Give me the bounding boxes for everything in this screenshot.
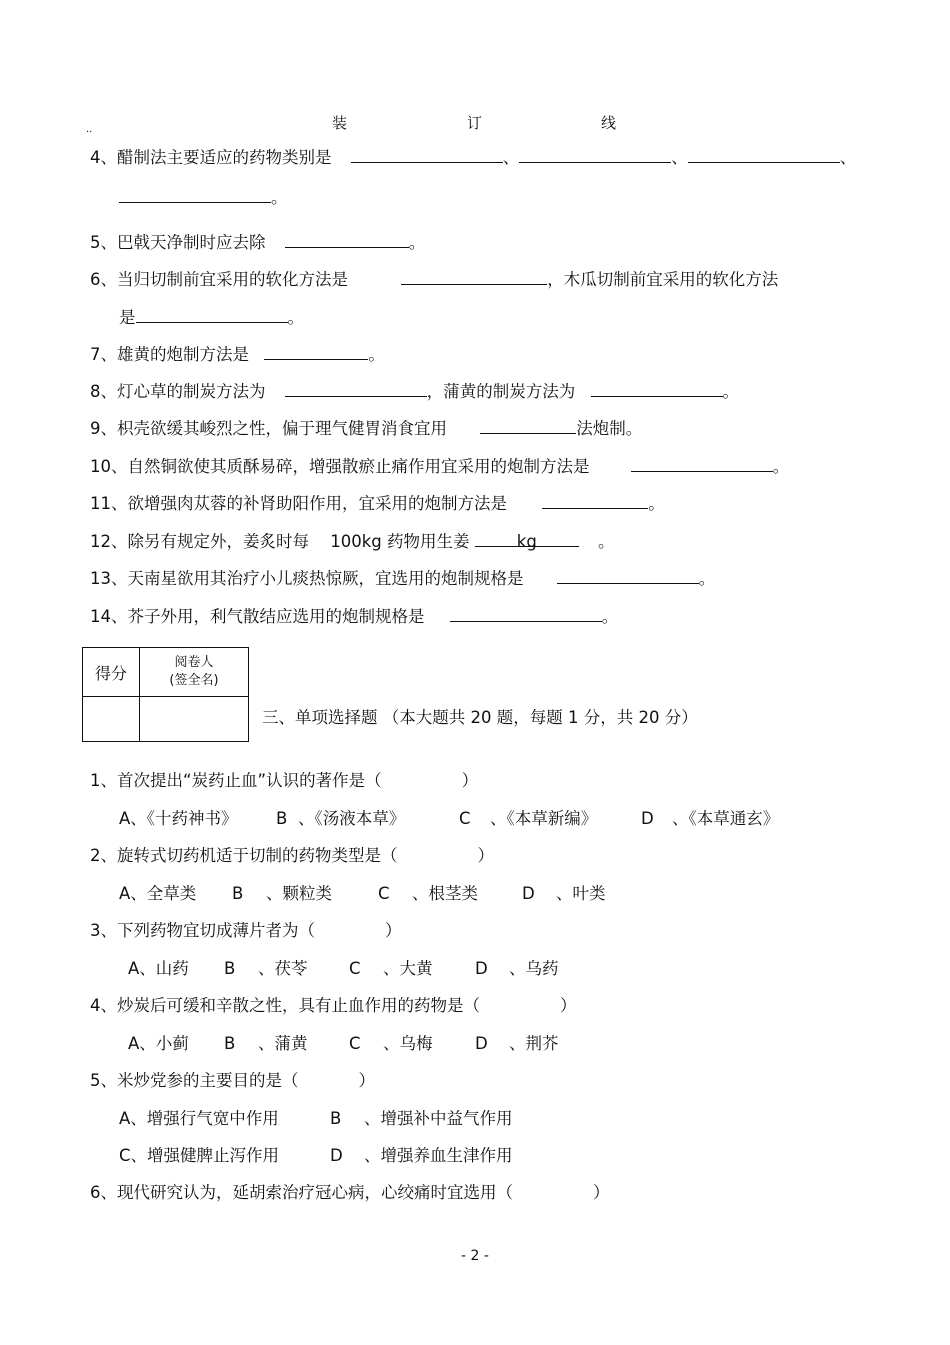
mc4-option-b[interactable]: 、蒲黄 [258, 1034, 308, 1053]
score-table [82, 647, 249, 742]
period: 。 [698, 569, 716, 588]
fill-question-4 [90, 146, 856, 170]
question-text: 13、天南星欲用其治疗小儿痰热惊厥，宜选用的炮制规格是 [90, 569, 524, 588]
answer-blank[interactable] [401, 268, 547, 285]
fill-question-6 [90, 268, 778, 292]
mc2-option-b[interactable]: 、颗粒类 [266, 884, 332, 903]
page-number: - 2 - [461, 1248, 489, 1264]
question-text-mid: ，蒲黄的制炭方法为 [426, 382, 576, 401]
paren-close: ） [560, 996, 577, 1015]
binding-char-ding: 订 [467, 114, 483, 132]
reviewer-label: 阅卷人 [174, 655, 214, 670]
question-stem: 3、下列药物宜切成薄片者为（ [90, 921, 315, 940]
mc1-option-c[interactable]: 、《本草新编》 [490, 809, 598, 828]
mc-question-6 [90, 1181, 610, 1205]
mc4-option-c-letter[interactable]: C [349, 1034, 361, 1053]
period: 。 [368, 345, 385, 364]
mc5-option-c[interactable]: C、增强健脾止泻作用 [119, 1146, 280, 1165]
answer-blank[interactable] [285, 231, 409, 248]
question-text-2: 药物用生姜 [387, 532, 470, 551]
score-header [83, 648, 140, 697]
mc3-option-a[interactable]: A、山药 [128, 959, 189, 978]
mc1-option-d[interactable]: 、《本草通玄》 [672, 809, 780, 828]
question-text: 8、灯心草的制炭方法为 [90, 382, 266, 401]
amount: 100kg [330, 532, 382, 551]
mc-question-3 [90, 919, 402, 943]
question-stem: 2、旋转式切药机适于切制的药物类型是（ [90, 846, 398, 865]
mc4-option-d[interactable]: 、荆芥 [509, 1034, 559, 1053]
answer-blank[interactable] [264, 343, 368, 360]
separator: 、 [502, 148, 520, 167]
answer-blank[interactable] [557, 567, 699, 584]
paren-close: ） [385, 921, 402, 940]
question-text: 5、巴戟天净制时应去除 [90, 233, 266, 252]
fill-question-12 [90, 530, 615, 554]
mc2-option-c-letter[interactable]: C [378, 884, 390, 903]
question-stem: 1、首次提出“炭药止血”认识的著作是（ [90, 771, 382, 790]
mc3-option-d[interactable]: 、乌药 [509, 959, 559, 978]
period: 。 [772, 457, 790, 476]
question-stem: 6、现代研究认为，延胡索治疗冠心病，心绞痛时宜选用（ [90, 1183, 513, 1202]
section-3-title: 三、单项选择题 （本大题共 20 题，每题 1 分，共 20 分） [262, 708, 698, 727]
mc3-option-c-letter[interactable]: C [349, 959, 361, 978]
question-text: 7、雄黄的炮制方法是 [90, 345, 249, 364]
question-text: 11、欲增强肉苁蓉的补肾助阳作用，宜采用的炮制方法是 [90, 494, 507, 513]
mc5-option-a[interactable]: A、增强行气宽中作用 [119, 1109, 279, 1128]
question-text: 10、自然铜欲使其质酥易碎，增强散瘀止痛作用宜采用的炮制方法是 [90, 457, 590, 476]
answer-blank[interactable] [631, 455, 773, 472]
answer-blank[interactable] [480, 417, 576, 434]
mc-question-2 [90, 844, 494, 868]
mc-question-4 [90, 994, 577, 1018]
fill-question-13 [90, 567, 715, 591]
answer-blank[interactable] [351, 146, 503, 163]
separator: 、 [671, 148, 688, 167]
fill-question-5 [90, 231, 425, 255]
answer-blank[interactable] [450, 605, 602, 622]
question-text-cont: 是 [119, 308, 136, 327]
mc-question-1 [90, 769, 478, 793]
mc5-option-b-letter[interactable]: B [330, 1109, 342, 1128]
question-stem: 5、米炒党参的主要目的是（ [90, 1071, 299, 1090]
mc2-option-d[interactable]: 、叶类 [556, 884, 606, 903]
mc2-option-b-letter[interactable]: B [232, 884, 244, 903]
mc1-option-c-letter[interactable]: C [459, 809, 471, 828]
binding-dots: .. [86, 124, 93, 135]
reviewer-cell[interactable] [140, 697, 249, 742]
question-text-end: 法炮制。 [576, 419, 643, 438]
period: 。 [271, 188, 288, 207]
mc4-option-d-letter[interactable]: D [475, 1034, 488, 1053]
mc3-option-b[interactable]: 、茯苓 [258, 959, 308, 978]
period: 。 [408, 233, 426, 252]
mc4-option-b-letter[interactable]: B [224, 1034, 236, 1053]
period: 。 [287, 308, 304, 327]
answer-blank[interactable] [591, 380, 723, 397]
question-text: 6、当归切制前宜采用的软化方法是 [90, 270, 348, 289]
mc2-option-d-letter[interactable]: D [522, 884, 535, 903]
question-stem: 4、炒炭后可缓和辛散之性，具有止血作用的药物是（ [90, 996, 480, 1015]
separator: 、 [839, 148, 857, 167]
binding-char-zhuang: 装 [332, 114, 348, 132]
fill-question-10 [90, 455, 789, 479]
question-text: 4、醋制法主要适应的药物类别是 [90, 148, 332, 167]
answer-blank[interactable] [688, 146, 840, 163]
reviewer-sub-label: (签全名) [169, 673, 219, 688]
fill-question-8 [90, 380, 739, 404]
paren-close: ） [477, 846, 494, 865]
mc5-option-d[interactable]: 、增强养血生津作用 [364, 1146, 513, 1165]
answer-blank[interactable] [285, 380, 427, 397]
paren-close: ） [593, 1183, 610, 1202]
score-label: 得分 [94, 663, 127, 683]
question-text-mid: ，木瓜切制前宜采用的软化方法 [547, 270, 779, 289]
mc2-option-a[interactable]: A、全草类 [119, 884, 197, 903]
mc1-option-d-letter[interactable]: D [641, 809, 654, 828]
answer-blank[interactable] [519, 146, 671, 163]
period: 。 [598, 532, 615, 551]
mc1-option-a[interactable]: A、《十药神书》 [119, 809, 238, 828]
paren-close: ） [461, 771, 479, 790]
unit: kg [516, 532, 537, 551]
mc3-option-b-letter[interactable]: B [224, 959, 236, 978]
mc-question-5 [90, 1069, 375, 1093]
score-cell[interactable] [83, 697, 140, 742]
mc4-option-c[interactable]: 、乌梅 [383, 1034, 433, 1053]
fill-question-11 [90, 492, 665, 516]
mc2-option-c[interactable]: 、根茎类 [412, 884, 478, 903]
mc5-option-b[interactable]: 、增强补中益气作用 [364, 1109, 513, 1128]
mc3-option-d-letter[interactable]: D [475, 959, 488, 978]
period: 。 [648, 494, 665, 513]
fill-question-9 [90, 417, 642, 441]
question-text: 12、除另有规定外，姜炙时每 [90, 532, 309, 551]
answer-blank[interactable] [119, 186, 271, 203]
binding-char-xian: 线 [601, 114, 617, 132]
mc3-option-c[interactable]: 、大黄 [383, 959, 433, 978]
answer-blank[interactable] [475, 530, 579, 551]
answer-blank[interactable] [542, 492, 648, 509]
question-text: 14、芥子外用，利气散结应选用的炮制规格是 [90, 607, 425, 626]
fill-question-6-cont [119, 306, 304, 330]
paren-close: ） [358, 1071, 375, 1090]
mc4-option-a[interactable]: A、小蓟 [128, 1034, 189, 1053]
answer-blank[interactable] [136, 306, 288, 323]
period: 。 [722, 382, 739, 401]
fill-question-7 [90, 343, 385, 367]
period: 。 [601, 607, 619, 626]
question-text: 9、枳壳欲缓其峻烈之性，偏于理气健胃消食宜用 [90, 419, 447, 438]
mc1-option-b[interactable]: 、《汤液本草》 [298, 809, 406, 828]
mc5-option-d-letter[interactable]: D [330, 1146, 343, 1165]
reviewer-header [140, 648, 249, 697]
fill-question-14 [90, 605, 618, 629]
mc1-option-b-letter[interactable]: B [276, 809, 288, 828]
fill-question-4-cont [119, 186, 288, 210]
